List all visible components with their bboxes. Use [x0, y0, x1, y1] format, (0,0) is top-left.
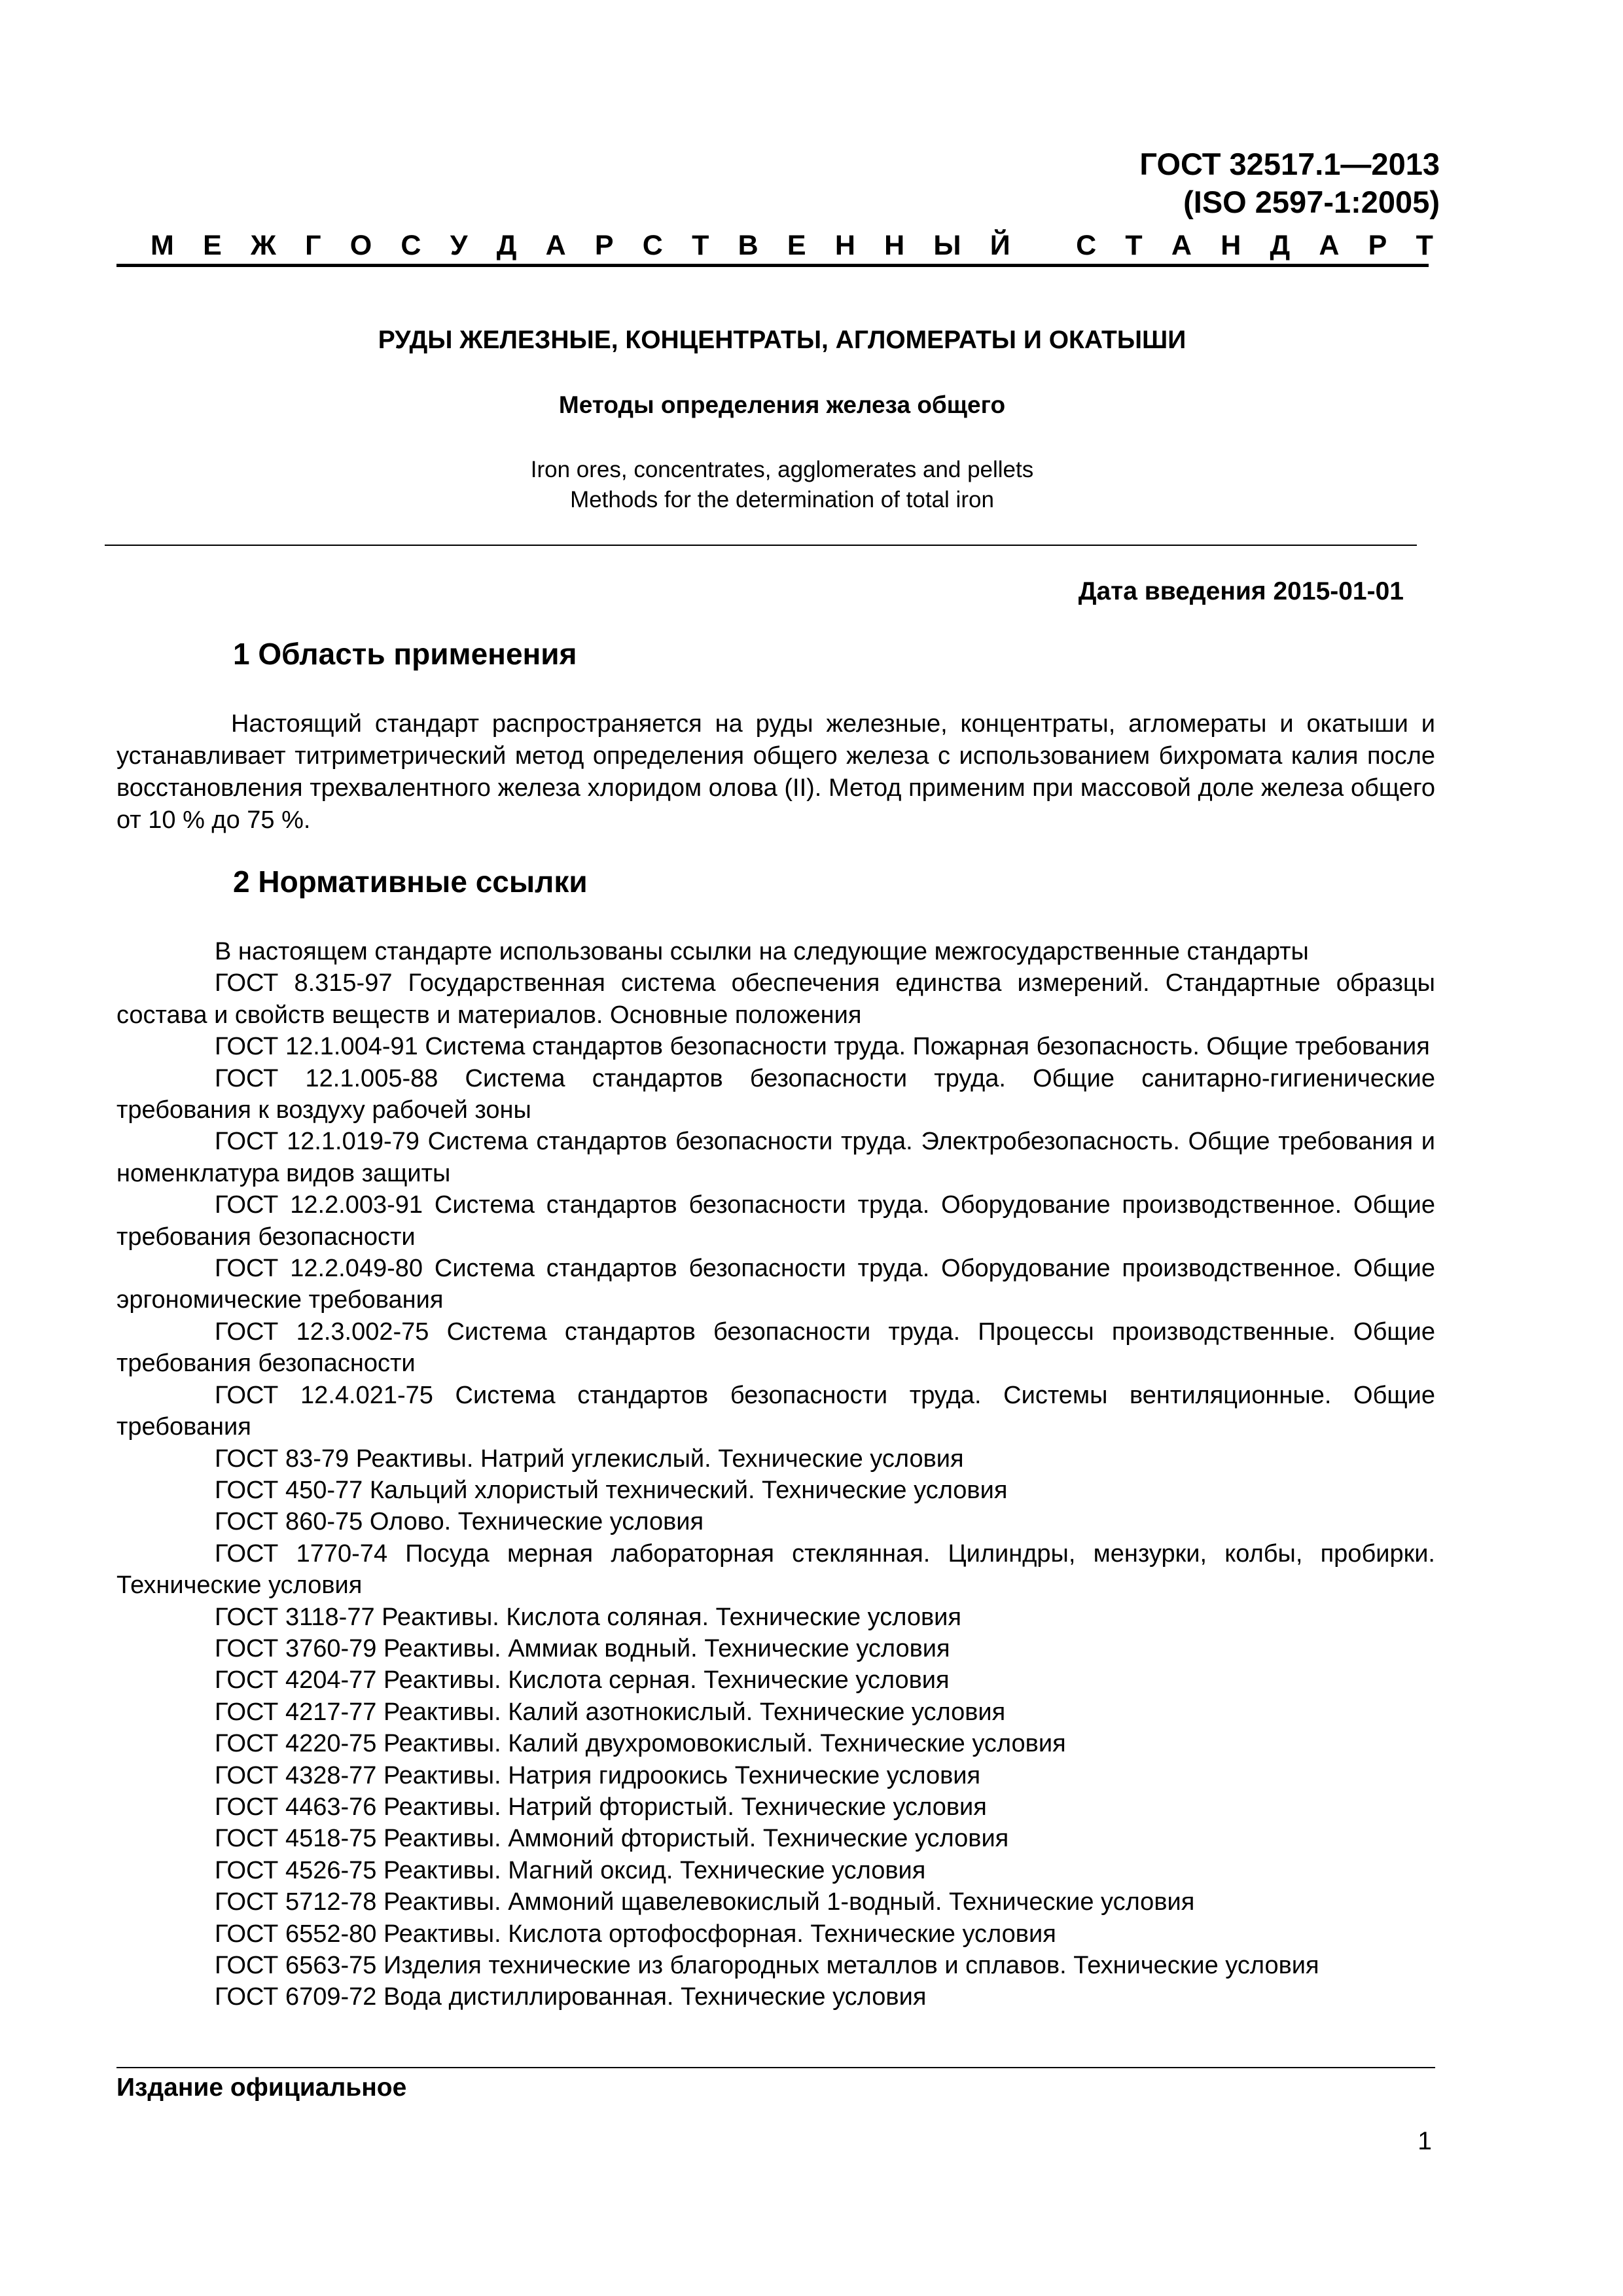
- reference-item: ГОСТ 450-77 Кальций хлористый технический. Технические условия: [215, 1476, 1008, 1504]
- english-title: [0, 455, 1564, 515]
- banner-letter: А: [1171, 230, 1192, 261]
- section1-heading: 1 Область применения: [233, 637, 577, 671]
- document-title: РУДЫ ЖЕЛЕЗНЫЕ, КОНЦЕНТРАТЫ, АГЛОМЕРАТЫ И ОКАТЫШИ: [378, 326, 1186, 354]
- banner-letter: [1039, 228, 1047, 263]
- reference-item: ГОСТ 12.2.049-80 Система стандартов безопасности труда. Оборудование производственное. Общие эргономические требования: [116, 1255, 1435, 1314]
- reference-item: ГОСТ 5712-78 Реактивы. Аммоний щавелевокислый 1-водный. Технические условия: [215, 1888, 1195, 1916]
- banner-letter: С: [642, 230, 663, 261]
- banner-letter: У: [450, 230, 468, 261]
- banner-letter: Г: [305, 230, 321, 261]
- reference-item: ГОСТ 3118-77 Реактивы. Кислота соляная. Технические условия: [215, 1603, 961, 1631]
- reference-item: ГОСТ 4328-77 Реактивы. Натрия гидроокись Технические условия: [215, 1761, 981, 1789]
- banner-letter: Ы: [933, 230, 961, 261]
- banner-letter: Е: [203, 230, 222, 261]
- footer-rule: [116, 2067, 1435, 2068]
- reference-item: ГОСТ 4220-75 Реактивы. Калий двухромовокислый. Технические условия: [215, 1730, 1066, 1758]
- reference-item: ГОСТ 12.1.004-91 Система стандартов безопасности труда. Пожарная безопасность. Общие требования: [215, 1033, 1430, 1061]
- banner-letter: Е: [787, 230, 806, 261]
- official-edition: Издание официальное: [116, 2073, 407, 2102]
- reference-item: ГОСТ 3760-79 Реактивы. Аммиак водный. Технические условия: [215, 1634, 950, 1662]
- banner-letter: Д: [1270, 230, 1291, 261]
- reference-item: ГОСТ 12.3.002-75 Система стандартов безопасности труда. Процессы производственные. Общие требования безопасности: [116, 1318, 1435, 1378]
- reference-item: ГОСТ 12.1.019-79 Система стандартов безопасности труда. Электробезопасность. Общие требования и номенклатура видов защиты: [116, 1128, 1435, 1187]
- reference-item: ГОСТ 6552-80 Реактивы. Кислота ортофосфорная. Технические условия: [215, 1920, 1056, 1948]
- introduction-date: Дата введения 2015-01-01: [1078, 577, 1404, 605]
- document-number: [1139, 145, 1440, 221]
- reference-item: ГОСТ 4518-75 Реактивы. Аммоний фтористый. Технические условия: [215, 1825, 1009, 1853]
- banner-letter: А: [1319, 230, 1340, 261]
- reference-item: ГОСТ 4526-75 Реактивы. Магний оксид. Технические условия: [215, 1856, 926, 1884]
- reference-item: ГОСТ 12.4.021-75 Система стандартов безопасности труда. Системы вентиляционные. Общие требования: [116, 1381, 1435, 1441]
- banner-letter: Т: [1416, 230, 1433, 261]
- banner-letter: Н: [1221, 230, 1241, 261]
- banner-letter: С: [401, 230, 421, 261]
- english-title-line1: Iron ores, concentrates, agglomerates and pellets: [530, 457, 1034, 482]
- banner-letter: Р: [1368, 230, 1387, 261]
- reference-item: ГОСТ 6563-75 Изделия технические из благородных металлов и сплавов. Технические условия: [215, 1952, 1319, 1979]
- iso-number: (ISO 2597-1:2005): [1183, 185, 1440, 219]
- references-intro: В настоящем стандарте использованы ссылки на следующие межгосударственные стандарты: [215, 938, 1309, 965]
- reference-item: ГОСТ 83-79 Реактивы. Натрий углекислый. Технические условия: [215, 1444, 964, 1473]
- reference-item: ГОСТ 12.1.005-88 Система стандартов безопасности труда. Общие санитарно-гигиенические требования к воздуху рабочей зоны: [116, 1064, 1435, 1124]
- header-rule: [116, 264, 1429, 267]
- references-list: [116, 936, 1435, 2013]
- title-rule: [105, 545, 1417, 546]
- banner-letter: Ж: [250, 230, 276, 261]
- reference-item: ГОСТ 8.315-97 Государственная система обеспечения единства измерений. Стандартные образцы состава и свойств веществ и материалов. Основные положения: [116, 969, 1435, 1029]
- banner-letter: М: [151, 230, 174, 261]
- banner-letter: А: [545, 230, 566, 261]
- standard-type-banner: [151, 228, 1433, 263]
- banner-letter: С: [1076, 230, 1097, 261]
- gost-number: ГОСТ 32517.1—2013: [1139, 147, 1440, 181]
- reference-item: ГОСТ 6709-72 Вода дистиллированная. Технические условия: [215, 1983, 927, 2011]
- reference-item: ГОСТ 4463-76 Реактивы. Натрий фтористый. Технические условия: [215, 1793, 987, 1821]
- section1-text: [116, 708, 1435, 836]
- banner-letter: Н: [834, 230, 855, 261]
- banner-letter: Д: [496, 230, 517, 261]
- english-title-line2: Methods for the determination of total iron: [570, 487, 994, 512]
- reference-item: ГОСТ 860-75 Олово. Технические условия: [215, 1508, 704, 1536]
- banner-letter: Н: [884, 230, 905, 261]
- section2-heading: 2 Нормативные ссылки: [233, 865, 588, 899]
- section1-text-body: Настоящий стандарт распространяется на руды железные, концентраты, агломераты и окатыши и устанавливает титриметрический метод определения общего железа с использованием бихромата калия после восстановления трехвалентного железа хлоридом олова (II). Метод применим при массовой доле железа общего от 10 % до 75 %.: [116, 710, 1435, 834]
- banner-letter: Р: [594, 230, 614, 261]
- document-subtitle: Методы определения железа общего: [558, 391, 1006, 418]
- banner-letter: В: [738, 230, 758, 261]
- banner-letter: Й: [990, 230, 1010, 261]
- reference-item: ГОСТ 4217-77 Реактивы. Калий азотнокислый. Технические условия: [215, 1698, 1006, 1726]
- banner-letter: Т: [692, 230, 709, 261]
- banner-letter: О: [349, 230, 372, 261]
- reference-item: ГОСТ 4204-77 Реактивы. Кислота серная. Технические условия: [215, 1666, 950, 1695]
- page-number: 1: [1418, 2127, 1432, 2155]
- reference-item: ГОСТ 12.2.003-91 Система стандартов безопасности труда. Оборудование производственное. Общие требования безопасности: [116, 1191, 1435, 1251]
- banner-letter: Т: [1125, 230, 1143, 261]
- reference-item: ГОСТ 1770-74 Посуда мерная лабораторная стеклянная. Цилиндры, мензурки, колбы, пробирки. Технические условия: [116, 1539, 1435, 1600]
